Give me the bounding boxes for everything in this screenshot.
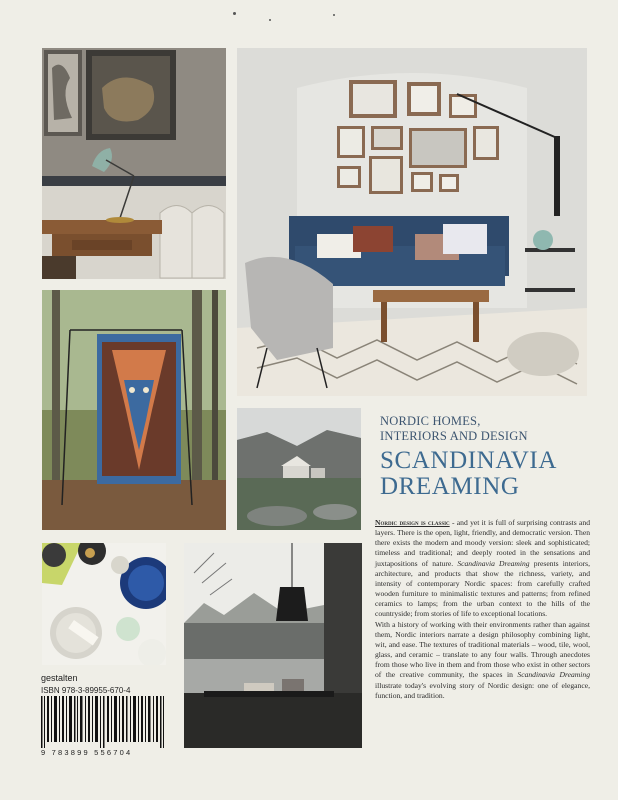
blurb-text-segment: presents interiors, architecture, and products that show the richness, variety, and intensity of contemporary Nordic spaces: from carefully crafted wooden furniture to minimalistic textures and patterns; from refined ceramics to lamps; from the urban context to the hills of the countryside; from stories of life to exceptional locations. [375, 558, 590, 619]
photo-living-room [237, 48, 587, 396]
cover-subtitle [380, 414, 528, 444]
title-line-1: SCANDINAVIA [380, 447, 557, 474]
blurb-paragraph-2 [375, 620, 590, 701]
photo-desk-lamp-interior [42, 48, 226, 279]
blurb-text [375, 518, 590, 701]
photo-forest-tapestry [42, 290, 226, 530]
photo-lake-cabin [237, 408, 361, 530]
blurb-text-segment: illustrate today's evolving story of Nordic design: one of elegance, function, and tradition. [375, 680, 590, 700]
speck [269, 19, 271, 21]
photo-tableware [42, 543, 166, 665]
barcode [41, 696, 166, 748]
publisher-name: gestalten [41, 673, 78, 683]
blurb-book-title: Scandinavia Dreaming [517, 670, 590, 680]
cover-title [380, 448, 557, 500]
speck [233, 12, 236, 15]
title-line-2: DREAMING [380, 473, 520, 500]
speck [333, 14, 335, 16]
blurb-paragraph-1 [375, 518, 590, 620]
blurb-text-segment: - and yet it is full of surprising contrasts and layers. There is the open, light, friendly, and democratic version. Then there exists the modern and moody version: sleek and sophisticated; timeless and traditional; and deeply rooted in the sensations and juxtapositions of nature. [375, 518, 590, 568]
blurb-lead-in: Nordic design is classic [375, 518, 450, 527]
subtitle-line-1: NORDIC HOMES, [380, 414, 481, 428]
blurb-book-title: Scandinavia Dreaming [457, 558, 530, 568]
subtitle-line-2: INTERIORS AND DESIGN [380, 429, 528, 443]
blurb-text-segment: With a history of working with their environments rather than against them, Nordic interiors narrate a design philosophy combining light, wit, and ease. The textures of traditional materials – wood, tile, wool, glass, and ceramic – translate to any four walls. Through anecdotes from those who live in them and from those who exist in other sectors of the creative community, the spaces in [375, 619, 590, 680]
isbn-label: ISBN 978-3-89955-670-4 [41, 686, 131, 695]
barcode-number: 9 783899 556704 [41, 748, 133, 757]
photo-window-lake-view [184, 543, 362, 748]
